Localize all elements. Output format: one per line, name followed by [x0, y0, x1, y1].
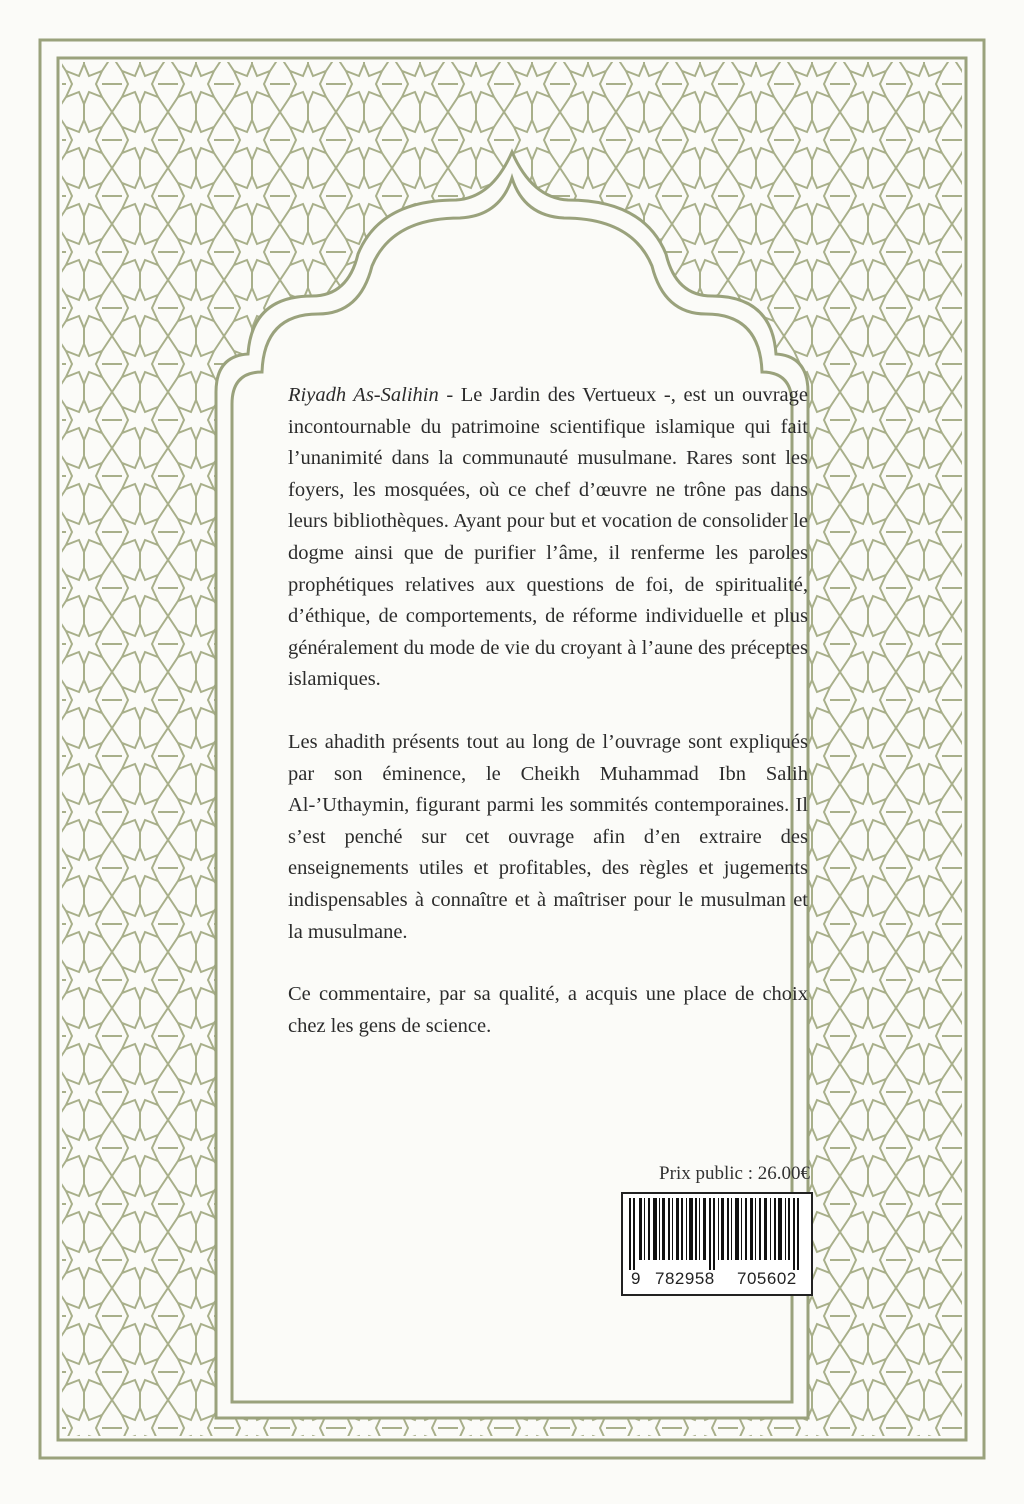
- description-text: [288, 380, 808, 1073]
- isbn-barcode: [621, 1192, 813, 1296]
- barcode-first-digit: 9: [631, 1269, 641, 1288]
- barcode-left-group: 782958: [655, 1269, 715, 1288]
- paragraph-intro: [288, 380, 808, 696]
- paragraph-conclusion: Ce commentaire, par sa qualité, a acquis une place de choix chez les gens de science.: [288, 983, 808, 1037]
- book-title-italic: Riyadh As-Salihin: [288, 384, 439, 406]
- price-label: Prix public : 26.00€: [659, 1163, 810, 1184]
- barcode-right-group: 705602: [737, 1269, 797, 1288]
- barcode-bars: [627, 1198, 807, 1270]
- paragraph-commentary: Les ahadith présents tout au long de l’ouvrage sont expliqués par son éminence, le Cheikh Muhammad Ibn Salih Al-’Uthaymin, figurant parmi les sommités contemporaines. Il s’est penché sur cet ouvrage afin d’en extraire des enseignements utiles et profitables, des règles et jugements indispensables à connaître et à maîtriser pour le musulman et la musulmane.: [288, 730, 808, 943]
- paragraph-intro-body: - Le Jardin des Vertueux -, est un ouvrage incontournable du patrimoine scientifique islamique qui fait l’unanimité dans la communauté musulmane. Rares sont les foyers, les mosquées, où ce chef d’œuvre ne trône pas dans leurs bibliothèques. Ayant pour but et vocation de consolider le dogme ainsi que de purifier l’âme, il renferme les paroles prophétiques relatives aux questions de foi, de spiritualité, d’éthique, de comportements, de réforme individuelle et plus généralement du mode de vie du croyant à l’aune des préceptes islamiques.: [288, 384, 808, 691]
